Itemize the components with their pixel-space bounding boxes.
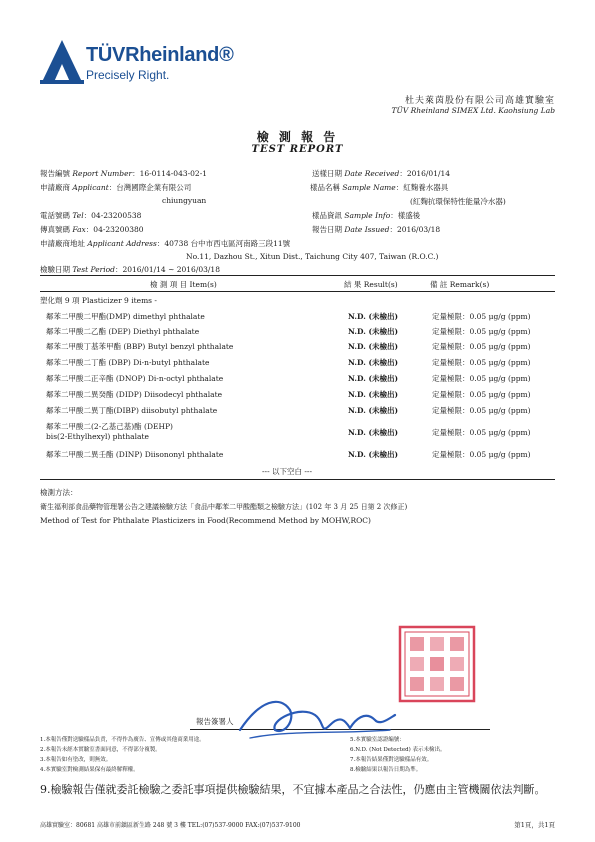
signer-label: 報告簽署人 (196, 717, 234, 726)
table-row-item-continued: bis(2-Ethylhexyl) phthalate (46, 432, 149, 441)
fax-field: 傳真號碼 Fax：04-23200380 (40, 225, 144, 234)
note-line: 8.檢驗結果以報告日期為準。 (350, 767, 422, 773)
method-en: Method of Test for Phthalate Plasticizers in Food(Recommend Method by MOHW,ROC) (40, 516, 371, 525)
table-row-item: 鄰苯二甲酸二甲酯(DMP) dimethyl phthalate (46, 312, 205, 321)
table-row-result: N.D. (未檢出) (348, 428, 399, 437)
table-row-item: 鄰苯二甲酸丁基苯甲酯 (BBP) Butyl benzyl phthalate (46, 342, 234, 351)
end-of-table-text: --- 以下空白 --- (262, 467, 312, 476)
table-row-remark: 定量極限：0.05 μg/g (ppm) (432, 390, 531, 399)
note-line: 7.本報告結果僅對送驗樣品有效。 (350, 757, 433, 763)
group-label: 塑化劑 9 項 Plasticizer 9 items - (40, 296, 157, 305)
table-top-rule (40, 275, 555, 276)
table-row-remark: 定量極限：0.05 μg/g (ppm) (432, 406, 531, 415)
sample-info-field: 樣品資訊 Sample Info：樣盛後 (312, 211, 421, 220)
test-period-field: 檢驗日期 Test Period：2016/01/14 ~ 2016/03/18 (40, 265, 220, 274)
table-header-rule (40, 291, 555, 292)
table-row-result: N.D. (未檢出) (348, 390, 399, 399)
company-name-cn: 杜夫萊茵股份有限公司高雄實驗室 (404, 96, 555, 106)
table-row-remark: 定量極限：0.05 μg/g (ppm) (432, 342, 531, 351)
note-line: 5.本實驗室認證編號： (350, 737, 405, 743)
report-title-en: TEST REPORT (251, 144, 344, 155)
table-row-result: N.D. (未檢出) (348, 450, 399, 459)
table-row-result: N.D. (未檢出) (348, 342, 399, 351)
report-number-field: 報告編號 Report Number：16-0114-043-02-1 (40, 169, 208, 178)
method-label: 檢測方法： (40, 488, 78, 497)
table-row-result: N.D. (未檢出) (348, 374, 399, 383)
note-line: 6.N.D. (Not Detected) 表示未檢出。 (350, 747, 446, 753)
table-row-result: N.D. (未檢出) (348, 358, 399, 367)
sample-name-field: 樣品名稱 Sample Name：紅麴養水器具 (310, 183, 449, 192)
report-title-cn: 檢 測 報 告 (256, 130, 339, 144)
table-row-remark: 定量極限：0.05 μg/g (ppm) (432, 450, 531, 459)
table-row-item: 鄰苯二甲酸二異壬酯 (DINP) Diisononyl phthalate (46, 450, 224, 459)
brand-name: TÜVRheinland® (86, 44, 234, 66)
address-en: No.11, Dazhou St., Xitun Dist., Taichung City 407, Taiwan (R.O.C.) (186, 252, 439, 261)
table-row-item: 鄰苯二甲酸二乙酯 (DEP) Diethyl phthalate (46, 327, 200, 336)
company-name-en: TÜV Rheinland SIMEX Ltd. Kaohsiung Lab (391, 106, 555, 115)
table-row-item: 鄰苯二甲酸二正辛酯 (DNOP) Di-n-octyl phthalate (46, 374, 224, 383)
disclaimer-note: 9.檢驗報告僅就委託檢驗之委託事項提供檢驗結果，不宜據本產品之合法性，仍應由主管機關依法判斷。 (40, 783, 546, 796)
table-row-remark: 定量極限：0.05 μg/g (ppm) (432, 428, 531, 437)
date-issued-field: 報告日期 Date Issued：2016/03/18 (312, 225, 441, 234)
table-bottom-rule (40, 479, 555, 480)
tel-field: 電話號碼 Tel：04-23200538 (40, 211, 142, 220)
date-received-field: 送樣日期 Date Received：2016/01/14 (312, 169, 451, 178)
applicant-name-en: chiungyuan (162, 196, 207, 205)
note-line: 4.本實驗室對檢測結果保有最終解釋權。 (40, 767, 139, 773)
brand-tagline: Precisely Right. (86, 68, 170, 82)
address-field: 申請廠商地址 Applicant Address：40738 台中市西屯區河南路三段11號 (40, 239, 291, 248)
column-header-item: 檢 測 項 目 Item(s) (150, 280, 217, 289)
company-seal-icon (398, 625, 476, 703)
note-line: 2.本報告未經本實驗室書面同意，不得部分複製。 (40, 747, 161, 753)
table-row-item: 鄰苯二甲酸二異癸酯 (DIDP) Diisodecyl phthalate (46, 390, 223, 399)
table-row-result: N.D. (未檢出) (348, 327, 399, 336)
sample-name-detail: (紅麴抗環保特性能量冷水器) (410, 197, 506, 206)
footer-address: 高雄實驗室：80681 高雄市前鎮區新生路 248 號 3 樓 TEL:(07)537-9000 FAX:(07)537-9100 (40, 822, 301, 829)
note-line: 3.本報告如有塗改，則無效。 (40, 757, 112, 763)
page-number: 第1頁，共1頁 (514, 821, 555, 829)
table-row-remark: 定量極限：0.05 μg/g (ppm) (432, 374, 531, 383)
table-row-item: 鄰苯二甲酸二(2-乙基己基)酯 (DEHP) (46, 422, 173, 431)
table-row-result: N.D. (未檢出) (348, 406, 399, 415)
table-row-item: 鄰苯二甲酸二異丁酯(DIBP) diisobutyl phthalate (46, 406, 218, 415)
table-row-remark: 定量極限：0.05 μg/g (ppm) (432, 358, 531, 367)
applicant-field: 申請廠商 Applicant：台灣國際企業有限公司 (40, 183, 192, 192)
method-cn: 衛生福利部食品藥物管理署公告之建議檢驗方法「食品中鄰苯二甲酸酯類之檢驗方法」(102 年 3 月 25 日第 2 次修正) (40, 503, 408, 511)
column-header-remark: 備 註 Remark(s) (430, 280, 490, 289)
table-row-remark: 定量極限：0.05 μg/g (ppm) (432, 327, 531, 336)
table-row-item: 鄰苯二甲酸二丁酯 (DBP) Di-n-butyl phthalate (46, 358, 210, 367)
table-row-remark: 定量極限：0.05 μg/g (ppm) (432, 312, 531, 321)
column-header-result: 結 果 Result(s) (344, 280, 398, 289)
table-row-result: N.D. (未檢出) (348, 312, 399, 321)
note-line: 1.本報告僅對送驗樣品負責，不得作為廣告、宣傳或其他商業用途。 (40, 737, 205, 743)
